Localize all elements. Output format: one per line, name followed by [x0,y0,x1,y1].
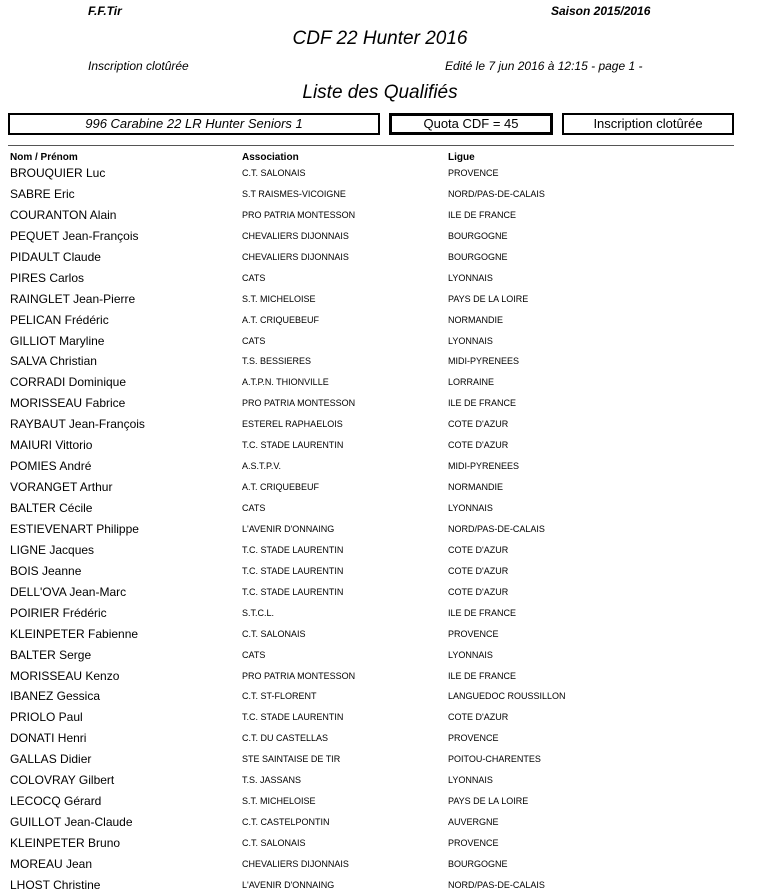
cell-association: T.S. JASSANS [242,775,302,786]
cell-ligue: NORMANDIE [448,314,504,325]
season-label: Saison 2015/2016 [551,4,651,18]
cell-ligue: COTE D'AZUR [448,712,509,723]
cell-association: S.T. MICHELOISE [242,796,316,807]
cell-ligue: AUVERGNE [448,817,499,828]
cell-association: CATS [242,649,266,660]
cell-association: CATS [242,335,266,346]
cell-ligue: COTE D'AZUR [448,440,509,451]
cell-name: BALTER Cécile [10,501,93,515]
edition-date: Edité le 7 jun 2016 à 12:15 - page 1 - [445,59,643,73]
registration-status-box: Inscription clotûrée [562,113,734,135]
table-row [0,226,760,247]
cell-association: T.C. STADE LAURENTIN [242,544,344,555]
cell-ligue: LYONNAIS [448,649,493,660]
table-row [0,456,760,477]
cell-association: T.C. STADE LAURENTIN [242,440,344,451]
cell-association: C.T. SALONAIS [242,168,306,178]
cell-association: CHEVALIERS DIJONNAIS [242,858,349,869]
table-row [0,770,760,791]
cell-ligue: POITOU-CHARENTES [448,754,541,765]
table-row [0,393,760,414]
qualified-list [0,163,760,896]
table-row [0,289,760,310]
table-row [0,247,760,268]
cell-ligue: ILE DE FRANCE [448,670,517,681]
cell-association: STE SAINTAISE DE TIR [242,754,341,765]
cell-name: PEQUET Jean-François [10,228,139,243]
cell-ligue: PAYS DE LA LOIRE [448,293,529,304]
table-row [0,833,760,854]
cell-name: GUILLOT Jean-Claude [10,815,133,830]
table-row [0,351,760,372]
table-row [0,561,760,582]
cell-ligue: BOURGOGNE [448,230,508,241]
cell-association: T.C. STADE LAURENTIN [242,712,344,723]
cell-ligue: NORD/PAS-DE-CALAIS [448,879,545,890]
cell-ligue: ILE DE FRANCE [448,398,517,409]
cell-association: L'AVENIR D'ONNAING [242,879,335,890]
cell-ligue: COTE D'AZUR [448,419,509,430]
cell-name: LIGNE Jacques [10,542,95,557]
cell-name: PIDAULT Claude [10,249,101,264]
table-row [0,310,760,331]
table-row [0,582,760,603]
cell-ligue: NORD/PAS-DE-CALAIS [448,188,545,199]
cell-association: C.T. SALONAIS [242,838,306,848]
table-row [0,791,760,812]
cell-ligue: COTE D'AZUR [448,586,509,597]
table-row [0,707,760,728]
cell-name: ESTIEVENART Philippe [10,521,139,536]
cell-name: SALVA Christian [10,354,97,369]
cell-name: DELL'OVA Jean-Marc [10,584,127,599]
cell-ligue: LYONNAIS [448,272,493,283]
cell-name: IBANEZ Gessica [10,689,101,704]
cell-name: COURANTON Alain [10,207,117,222]
table-row [0,184,760,205]
page-title: CDF 22 Hunter 2016 [292,28,468,49]
table-row [0,603,760,624]
table-row [0,477,760,498]
cell-name: LHOST Christine [10,877,101,892]
cell-name: BOIS Jeanne [10,563,82,578]
cell-association: S.T. MICHELOISE [242,293,316,304]
cell-association: PRO PATRIA MONTESSON [242,670,356,681]
table-row [0,435,760,456]
cell-ligue: LANGUEDOC ROUSSILLON [448,691,566,702]
cell-name: VORANGET Arthur [10,480,113,495]
cell-association: ESTEREL RAPHAELOIS [242,419,343,430]
cell-ligue: COTE D'AZUR [448,544,509,555]
registration-status-note: Inscription clotûrée [88,59,189,73]
table-row [0,498,760,519]
cell-ligue: LYONNAIS [448,335,493,346]
cell-association: T.C. STADE LAURENTIN [242,565,344,576]
cell-name: BALTER Serge [10,647,92,662]
cell-association: A.T. CRIQUEBEUF [242,314,320,325]
cell-association: CATS [242,272,266,283]
cell-association: T.S. BESSIERES [242,356,312,367]
cell-ligue: PROVENCE [448,838,499,848]
cell-name: PIRES Carlos [10,270,85,285]
cell-ligue: MIDI-PYRENEES [448,356,520,367]
cell-association: T.C. STADE LAURENTIN [242,586,344,597]
table-row [0,854,760,875]
cell-ligue: ILE DE FRANCE [448,209,517,220]
cell-association: A.T.P.N. THIONVILLE [242,377,329,388]
cell-name: CORRADI Dominique [10,375,127,390]
column-header-association: Association [242,152,299,163]
cell-name: MOREAU Jean [10,856,93,871]
cell-ligue: PROVENCE [448,168,499,178]
table-row [0,372,760,393]
header-divider [8,145,734,146]
column-header-ligue: Ligue [448,152,475,163]
column-header-name: Nom / Prénom [10,152,78,163]
table-row [0,205,760,226]
cell-association: CATS [242,503,266,513]
cell-name: BROUQUIER Luc [10,166,106,180]
list-title: Liste des Qualifiés [302,82,458,103]
cell-association: S.T.C.L. [242,607,275,618]
cell-name: COLOVRAY Gilbert [10,773,115,788]
cell-ligue: LYONNAIS [448,503,493,513]
table-row [0,875,760,896]
cell-name: DONATI Henri [10,731,87,746]
cell-association: PRO PATRIA MONTESSON [242,398,356,409]
table-row [0,666,760,687]
table-row [0,686,760,707]
cell-name: LECOCQ Gérard [10,794,102,809]
cell-name: RAYBAUT Jean-François [10,417,145,432]
cell-ligue: BOURGOGNE [448,858,508,869]
table-row [0,624,760,645]
table-row [0,540,760,561]
cell-association: C.T. ST-FLORENT [242,691,317,702]
table-row [0,519,760,540]
cell-association: C.T. CASTELPONTIN [242,817,330,828]
category-box: 996 Carabine 22 LR Hunter Seniors 1 [8,113,380,135]
cell-association: CHEVALIERS DIJONNAIS [242,251,349,262]
cell-name: RAINGLET Jean-Pierre [10,291,136,306]
table-row [0,268,760,289]
cell-association: L'AVENIR D'ONNAING [242,523,335,534]
quota-box: Quota CDF = 45 [389,113,553,135]
cell-ligue: PAYS DE LA LOIRE [448,796,529,807]
cell-association: A.T. CRIQUEBEUF [242,482,320,493]
cell-name: GILLIOT Maryline [10,333,105,348]
cell-association: PRO PATRIA MONTESSON [242,209,356,220]
cell-name: MORISSEAU Fabrice [10,396,126,411]
cell-association: A.S.T.P.V. [242,461,282,472]
cell-name: GALLAS Didier [10,752,92,767]
cell-ligue: COTE D'AZUR [448,565,509,576]
table-row [0,812,760,833]
cell-association: C.T. DU CASTELLAS [242,733,329,744]
organization-name: F.F.Tir [88,4,122,18]
cell-ligue: LYONNAIS [448,775,493,786]
cell-name: KLEINPETER Bruno [10,836,121,850]
cell-ligue: MIDI-PYRENEES [448,461,520,472]
cell-name: PELICAN Frédéric [10,312,109,327]
table-row [0,728,760,749]
table-row [0,163,760,184]
cell-name: POIRIER Frédéric [10,605,107,620]
cell-name: KLEINPETER Fabienne [10,626,139,641]
cell-name: PRIOLO Paul [10,710,83,725]
cell-name: MORISSEAU Kenzo [10,668,120,683]
cell-ligue: NORD/PAS-DE-CALAIS [448,523,545,534]
cell-name: SABRE Eric [10,186,75,201]
cell-association: C.T. SALONAIS [242,628,306,639]
table-row [0,331,760,352]
cell-ligue: ILE DE FRANCE [448,607,517,618]
cell-ligue: PROVENCE [448,733,499,744]
table-row [0,645,760,666]
cell-ligue: LORRAINE [448,377,495,388]
table-row [0,414,760,435]
cell-ligue: BOURGOGNE [448,251,508,262]
cell-ligue: PROVENCE [448,628,499,639]
cell-ligue: NORMANDIE [448,482,504,493]
table-row [0,749,760,770]
cell-association: CHEVALIERS DIJONNAIS [242,230,349,241]
cell-name: MAIURI Vittorio [10,438,93,453]
cell-name: POMIES André [10,459,92,474]
cell-association: S.T RAISMES-VICOIGNE [242,188,346,199]
